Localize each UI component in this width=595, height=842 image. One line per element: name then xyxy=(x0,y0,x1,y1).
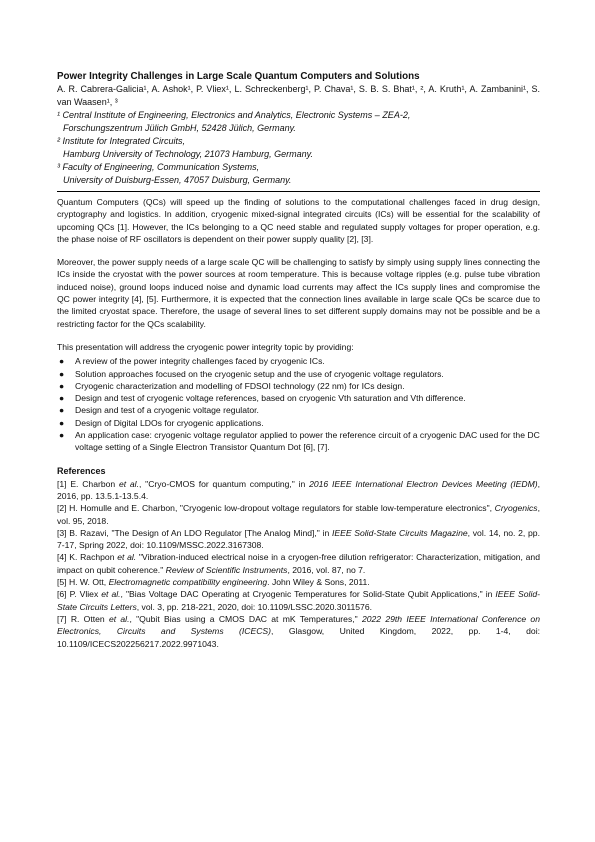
affiliations xyxy=(57,109,540,187)
list-item: ● Design of Digital LDOs for cryogenic applications. xyxy=(59,417,264,428)
bullet-icon: ● xyxy=(59,380,65,391)
list-item: ● Design and test of a cryogenic voltage regulator. xyxy=(59,405,259,416)
paper-title: Power Integrity Challenges in Large Scale Quantum Computers and Solutions xyxy=(57,71,420,82)
reference-item: [5] H. W. Ott, Electromagnetic compatibility engineering. John Wiley & Sons, 2011. xyxy=(57,577,370,588)
reference-item: [4] K. Rachpon et al. "Vibration-induced electrical noise in a cryogen-free dilution refrigerator: Characterization, mitigation, and impact on qubit coherence." Review of Scientific Instruments, 2016, vol. 87, no 7. xyxy=(57,552,540,575)
header-divider xyxy=(57,191,540,192)
bullet-icon: ● xyxy=(59,430,65,441)
reference-list xyxy=(57,478,540,650)
affiliation-3-line-2: University of Duisburg-Essen, 47057 Duisburg, Germany. xyxy=(63,175,292,185)
list-item: ● A review of the power integrity challenges faced by cryogenic ICs. xyxy=(59,356,325,367)
bullet-icon: ● xyxy=(59,393,65,404)
list-item: ● Design and test of cryogenic voltage references, based on cryogenic Vth saturation and Vth difference. xyxy=(59,393,466,404)
author-list: A. R. Cabrera-Galicia¹, A. Ashok¹, P. Vliex¹, L. Schreckenberg¹, P. Chava¹, S. B. S. Bhat¹, ², A. Kruth¹, A. Zambanini¹, S. van Waasen¹, ³ xyxy=(57,84,540,107)
list-item: ● An application case: cryogenic voltage regulator applied to power the reference circuit of a cryogenic DAC used for the DC voltage setting of a Single Electron Transistor Quantum Dot [6], [7]. xyxy=(59,430,540,453)
reference-item: [1] E. Charbon et al., "Cryo-CMOS for quantum computing," in 2016 IEEE International Electron Devices Meeting (IEDM), 2016, pp. 13.5.1-13.5.4. xyxy=(57,478,540,501)
affiliation-1-line-2: Forschungszentrum Jülich GmbH, 52428 Jülich, Germany. xyxy=(63,123,296,133)
paragraph-presentation: This presentation will address the cryogenic power integrity topic by providing: xyxy=(57,341,354,352)
reference-item: [7] R. Otten et al., "Qubit Bias using a CMOS DAC at mK Temperatures," 2022 29th IEEE International Conference on Electronics, Circuits and Systems (ICECS), Glasgow, United Kingdom, 2022, pp. 1-4, doi: 10.1109/ICECS202256217.2022.9971043. xyxy=(57,613,540,649)
reference-item: [6] P. Vliex et al., "Bias Voltage DAC Operating at Cryogenic Temperatures for Solid-State Qubit Applications," in IEEE Solid-State Circuits Letters, vol. 3, pp. 218-221, 2020, doi: 10.1109/LSSC.2020.3011576. xyxy=(57,589,541,612)
affiliation-1-line-1: ¹ Central Institute of Engineering, Electronics and Analytics, Electronic Systems – ZEA-2, xyxy=(57,110,411,120)
paragraph-supply: Moreover, the power supply needs of a large scale QC will be challenging to satisfy by simply using supply lines connecting the ICs inside the cryostat with the power sources at room temperature. This is because voltage ripples (e.g. pulse tube vibration induced noise), ground loops induced noise and dynamic load currents may affect the ICs supply lines and compromise the QC power integrity [4], [5]. Furthermore, it is expected that the connection lines available in large scale QCs be scarce due to the limited cryostat space. Therefore, the usage of several lines to set different supply domains may not be possible and be a restricting factor for the QCs scalability. xyxy=(57,257,540,329)
list-item: ● Solution approaches focused on the cryogenic setup and the use of cryogenic voltage regulators. xyxy=(59,368,444,379)
affiliation-2-line-1: ² Institute for Integrated Circuits, xyxy=(57,136,186,146)
list-item: ● Cryogenic characterization and modelling of FDSOI technology (22 nm) for ICs design. xyxy=(59,380,405,391)
affiliation-3-line-1: ³ Faculty of Engineering, Communication Systems, xyxy=(57,162,260,172)
reference-item: [3] B. Razavi, "The Design of An LDO Regulator [The Analog Mind]," in IEEE Solid-State Circuits Magazine, vol. 14, no. 2, pp. 7-17, Spring 2022, doi: 10.1109/MSSC.2022.3167308. xyxy=(57,527,540,551)
bullet-icon: ● xyxy=(59,356,65,367)
references-heading: References xyxy=(57,465,106,476)
bullet-icon: ● xyxy=(59,405,65,416)
bullet-icon: ● xyxy=(59,368,65,379)
reference-item: [2] H. Homulle and E. Charbon, "Cryogenic low-dropout voltage regulators for stable low-temperature electronics", Cryogenics, vol. 95, 2018. xyxy=(57,503,540,526)
topic-list xyxy=(57,355,540,453)
paragraph-intro: Quantum Computers (QCs) will speed up the finding of solutions to the computational challenges faced in drug design, cryptography and logistics. In addition, cryogenic mixed-signal integrated circuits (ICs) will be essential for the scalability of upcoming QCs [1]. However, the ICs belonging to a QC need stable and regulated supply voltages for proper operation, e.g. the phase noise of RF oscillators is dependent on their power supply quality [2], [3]. xyxy=(57,197,540,244)
affiliation-2-line-2: Hamburg University of Technology, 21073 Hamburg, Germany. xyxy=(63,149,313,159)
page xyxy=(57,70,540,650)
bullet-icon: ● xyxy=(59,417,65,428)
